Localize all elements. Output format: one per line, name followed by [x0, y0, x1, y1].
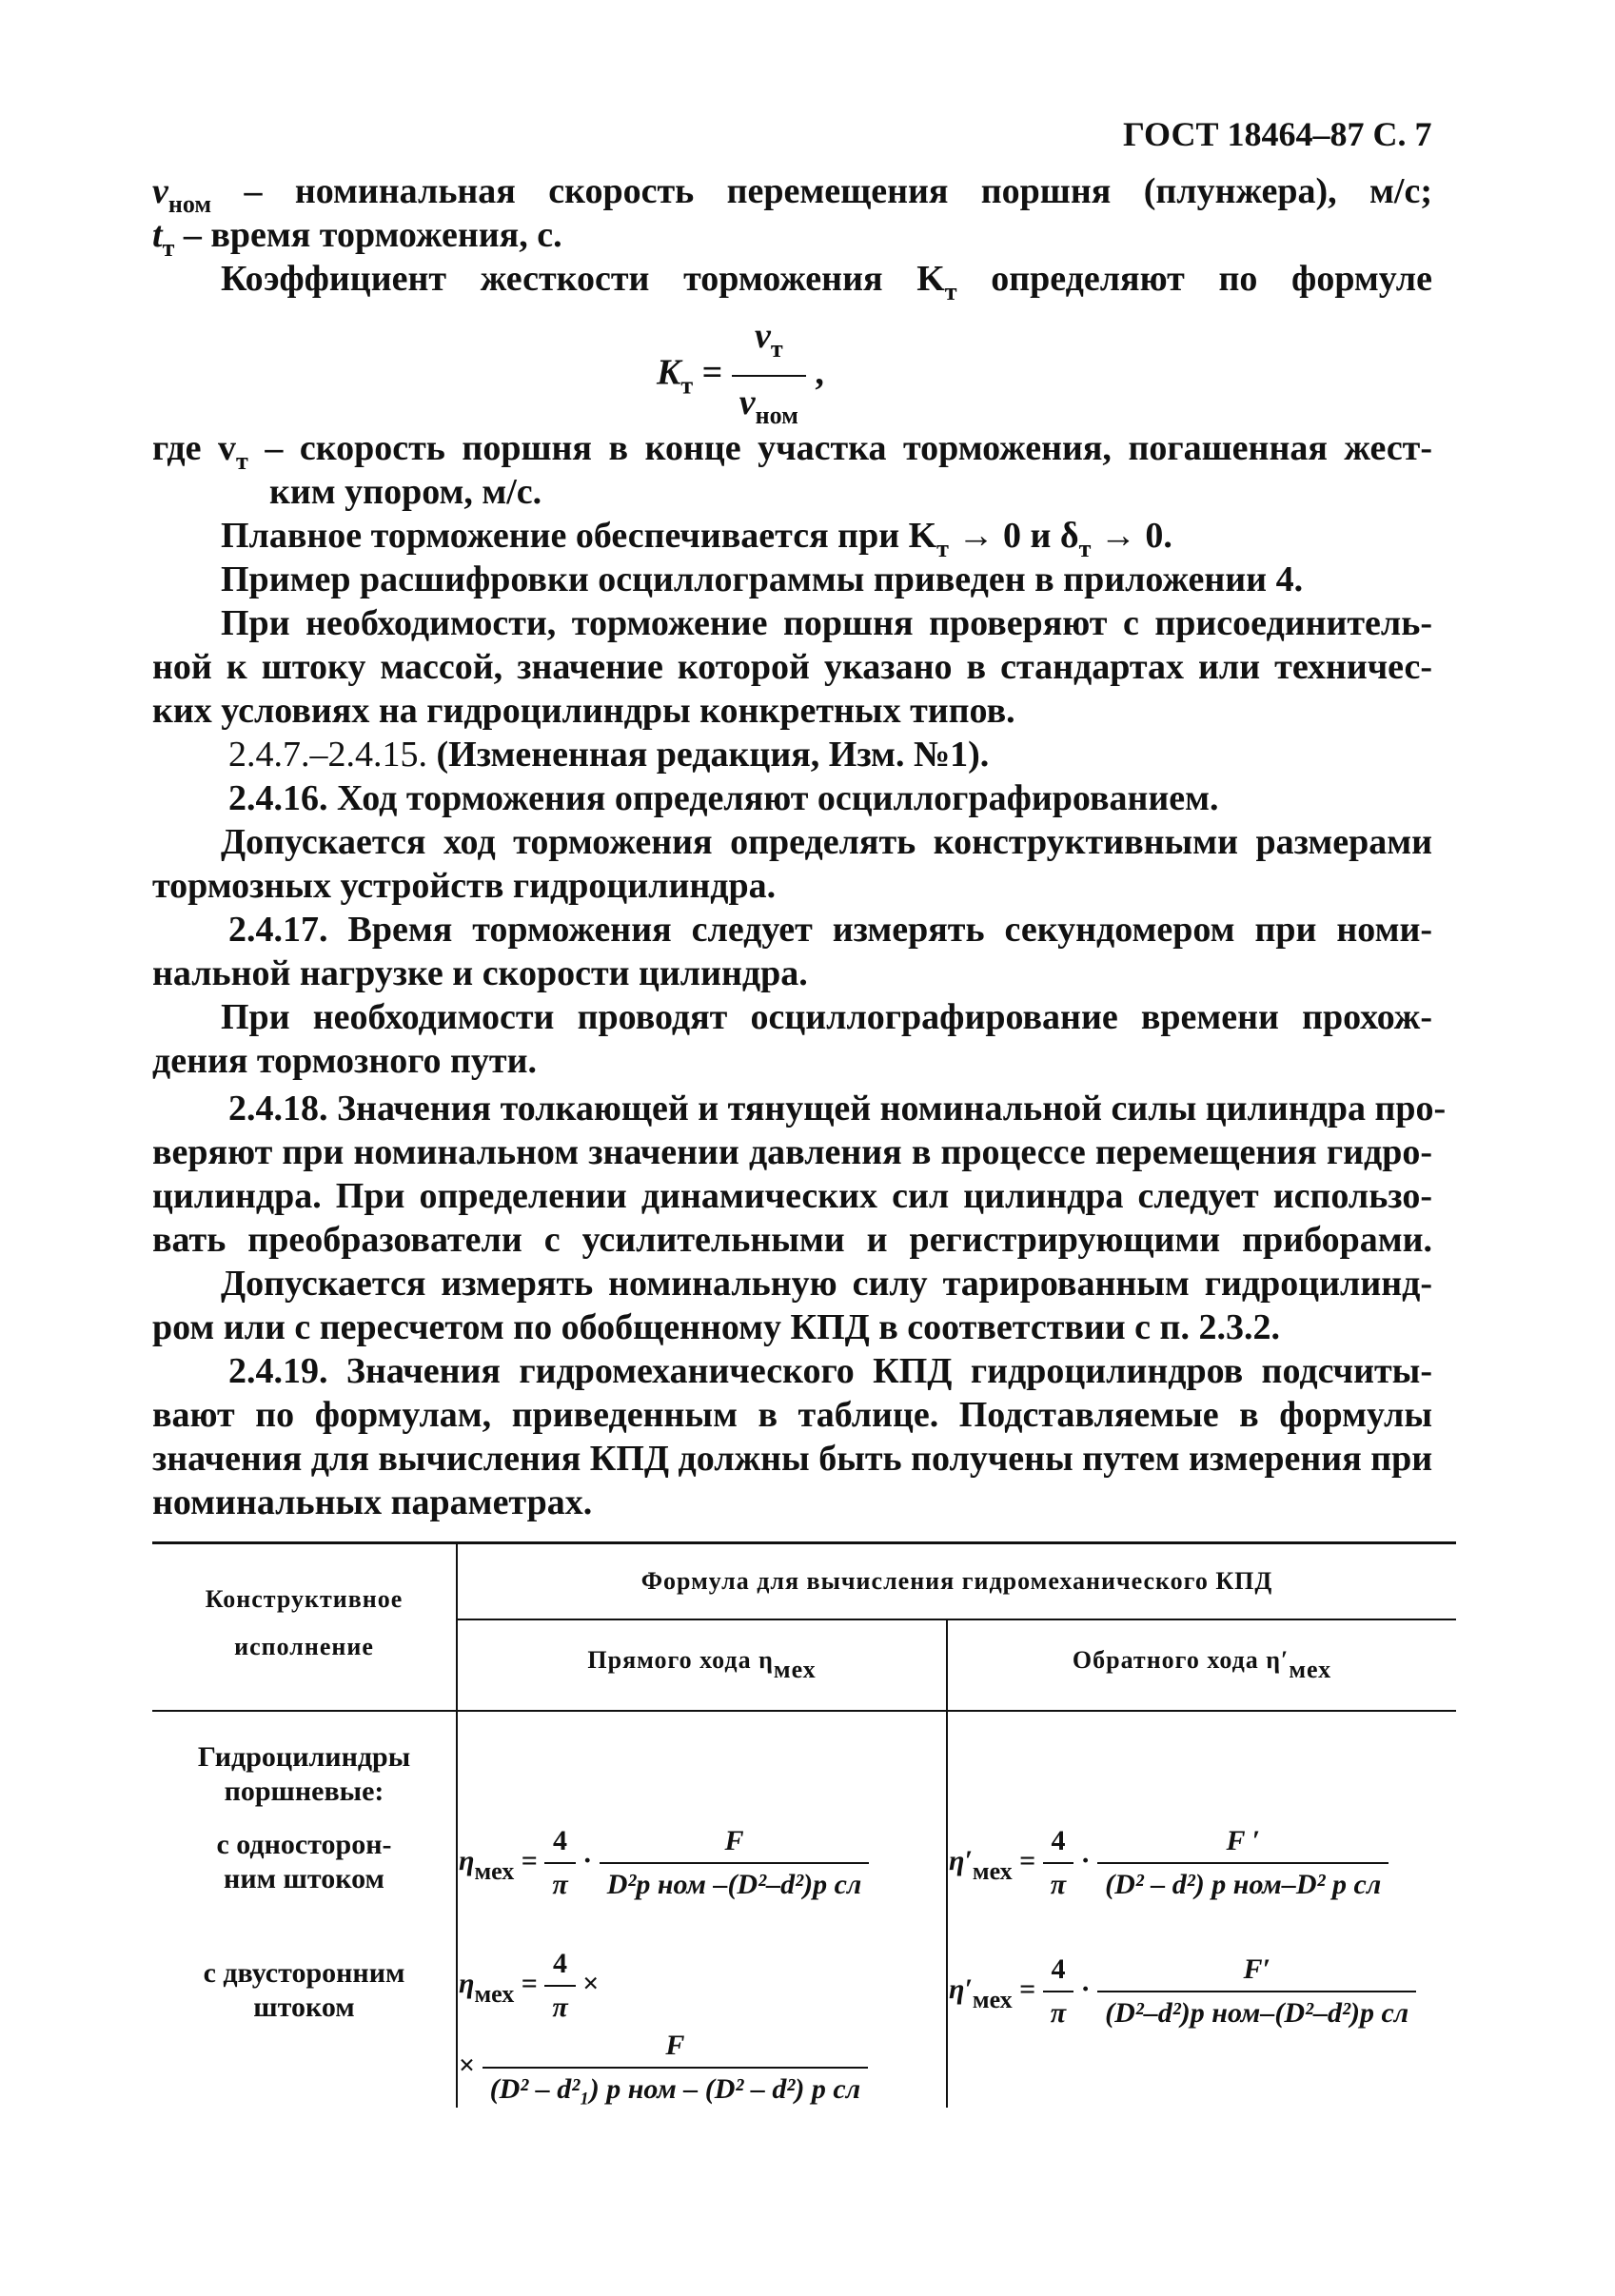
- p1-l2: ной к штоку массой, значение которой указано в стандартах или техничес-: [152, 647, 1432, 687]
- p4-l1: Допускается измерять номинальную силу тарированным гидроцилинд-: [221, 1264, 1432, 1304]
- r1f-eq: =: [521, 1844, 538, 1876]
- smooth-end: → 0.: [1099, 516, 1172, 556]
- s2418-l4: вать преобразователи с усилительными и регистрирующими приборами.: [152, 1220, 1432, 1260]
- row2-label-cell: [152, 1932, 457, 2108]
- r1r-coef-den: π: [1050, 1869, 1067, 1900]
- group-label-1: Гидроцилиндры: [197, 1741, 411, 1773]
- r1r-eq: =: [1019, 1844, 1036, 1876]
- r1f-num: F: [600, 1824, 870, 1864]
- where-a: где v: [152, 428, 236, 468]
- sub-nom: ном: [167, 190, 212, 218]
- amend-range: 2.4.7.–2.4.15.: [228, 735, 427, 775]
- r2r-num: F′: [1097, 1953, 1416, 1992]
- r1f-dot: ·: [582, 1844, 593, 1876]
- r1r-frac: [1097, 1824, 1389, 1902]
- r1r-eta: η′: [949, 1844, 973, 1876]
- th-reverse-text: Обратного хода η′: [1072, 1646, 1290, 1674]
- kpd-table: [152, 1541, 1456, 2108]
- r1f-coef-den: π: [552, 1869, 568, 1900]
- smooth-sub1: т: [936, 535, 949, 562]
- amendment: [228, 733, 989, 776]
- s2419-l2: вают по формулам, приведенным в таблице. Подставляемые в формулы: [152, 1395, 1432, 1435]
- s2418-l3: цилиндра. При определении динамических сил цилиндра следует использо-: [152, 1176, 1432, 1216]
- r2f-coef: [544, 1947, 575, 2025]
- kt-eq: =: [701, 352, 723, 393]
- r1r-sub: мех: [972, 1856, 1013, 1885]
- th-forward-sub: мех: [773, 1656, 817, 1683]
- p3-l2: дения тормозного пути.: [152, 1041, 537, 1081]
- row2-label-2: штоком: [253, 1992, 355, 2023]
- r1f-sub: мех: [474, 1856, 515, 1885]
- kt-num-sub: т: [770, 335, 783, 363]
- s2418-l2: веряют при номинальном значении давления в процессе перемещения гидро-: [152, 1132, 1432, 1172]
- kt-num: v: [755, 316, 771, 356]
- s2418-l1: 2.4.18. Значения толкающей и тянущей номинальной силы цилиндра про-: [228, 1089, 1447, 1128]
- smooth-mid: → 0 и δ: [957, 516, 1079, 556]
- r2r-frac: [1097, 1953, 1416, 2031]
- th-forward-text: Прямого хода η: [587, 1646, 774, 1674]
- example-ref: Пример расшифровки осциллограммы приведен в приложении 4.: [221, 559, 1304, 599]
- p2-l1: Допускается ход торможения определять конструктивными размерами: [221, 822, 1432, 862]
- r2r-dot: ·: [1080, 1972, 1091, 2005]
- r2f-times-b: ×: [459, 2049, 476, 2081]
- p1-l1: При необходимости, торможение поршня проверяют с присоединитель-: [221, 603, 1432, 643]
- sym-v: v: [152, 171, 168, 211]
- r2r-coef: [1043, 1953, 1073, 2031]
- r2r-coef-den: π: [1050, 1997, 1067, 2029]
- row2-reverse: [947, 1932, 1456, 2108]
- r2f-num: F: [483, 2029, 869, 2069]
- row1-reverse: [947, 1711, 1456, 1932]
- s2417-l1: 2.4.17. Время торможения следует измерять секундомером при номи-: [228, 910, 1432, 950]
- s2419-l3: значения для вычисления КПД должны быть получены путем измерения при: [152, 1439, 1433, 1479]
- row1-forward: [457, 1711, 947, 1932]
- th-reverse: [947, 1619, 1456, 1711]
- kt-intro: [221, 257, 1432, 314]
- smooth-sub2: т: [1078, 535, 1092, 562]
- p3-l1: При необходимости проводят осциллографирование времени прохож-: [221, 997, 1432, 1037]
- kt-den: v: [739, 383, 756, 422]
- kt-intro-text: Коэффициент жесткости торможения K: [221, 259, 945, 299]
- row2-forward: [457, 1932, 947, 2108]
- r2r-coef-num: 4: [1043, 1953, 1073, 1992]
- s2417-l2: нальной нагрузке и скорости цилиндра.: [152, 953, 808, 993]
- p2-l2: тормозных устройств гидроцилиндра.: [152, 866, 777, 906]
- s2416: 2.4.16. Ход торможения определяют осциллографированием.: [228, 778, 1219, 818]
- sub-t: т: [162, 234, 175, 262]
- row1-label-2: ним штоком: [224, 1863, 384, 1894]
- r1r-den: (D² – d²) p ном–D² p сл: [1105, 1869, 1382, 1900]
- kt-lhs: K: [657, 352, 681, 393]
- group-label-2: поршневые:: [224, 1776, 384, 1807]
- th-formula: Формула для вычисления гидромеханического КПД: [457, 1543, 1456, 1620]
- r2f-coef-num: 4: [544, 1947, 575, 1987]
- th-design-1: Конструктивное: [152, 1543, 457, 1620]
- amend-note: (Измененная редакция, Изм. №1).: [436, 735, 990, 775]
- kt-formula: [657, 314, 824, 429]
- r2f-den: (D² – d²₁) p ном – (D² – d²) p сл: [489, 2073, 861, 2105]
- sym-t: t: [152, 215, 163, 255]
- kt-den-sub: ном: [755, 402, 798, 429]
- r2r-sub: мех: [972, 1985, 1013, 2013]
- r1f-den: D²p ном –(D²–d²)p сл: [606, 1869, 862, 1900]
- r2f-eq: =: [521, 1967, 538, 1999]
- r1f-eta: η: [459, 1844, 475, 1876]
- kt-comma: ,: [815, 352, 824, 393]
- r1r-num: F ′: [1097, 1824, 1389, 1864]
- smooth-text: Плавное торможение обеспечивается при K: [221, 516, 937, 556]
- r1f-coef-num: 4: [544, 1824, 575, 1864]
- p4-l2: ром или с пересчетом по обобщенному КПД в соответствии с п. 2.3.2.: [152, 1307, 1280, 1347]
- kt-fraction: [732, 314, 806, 438]
- s2419-l1: 2.4.19. Значения гидромеханического КПД гидроцилиндров подсчиты-: [228, 1351, 1432, 1391]
- row2-label-1: с двусторонним: [203, 1957, 405, 1989]
- th-reverse-sub: мех: [1289, 1656, 1332, 1683]
- page-header: ГОСТ 18464–87 С. 7: [1123, 115, 1432, 153]
- r1r-dot: ·: [1080, 1844, 1091, 1876]
- s2419-l4: номинальных параметрах.: [152, 1482, 593, 1522]
- r2f-times-a: ×: [582, 1967, 600, 1999]
- kt-lhs-sub: т: [680, 371, 694, 400]
- r2r-eq: =: [1019, 1972, 1036, 2005]
- where-sub: т: [236, 447, 248, 475]
- p1-l3: ких условиях на гидроцилиндры конкретных типов.: [152, 691, 1015, 731]
- kt-intro-sub: т: [944, 278, 957, 305]
- row1-label-1: с односторон-: [216, 1829, 392, 1860]
- r2r-den: (D²–d²)p ном–(D²–d²)p сл: [1105, 1997, 1409, 2029]
- th-forward: [457, 1619, 947, 1711]
- th-design-2: исполнение: [152, 1619, 457, 1711]
- r2f-sub: мех: [474, 1979, 515, 2008]
- r2f-eta: η: [459, 1967, 475, 1999]
- r1r-coef: [1043, 1824, 1073, 1902]
- def-tt-text: – время торможения, с.: [183, 215, 562, 255]
- r2r-eta: η′: [949, 1972, 973, 2005]
- r2f-frac: [483, 2029, 869, 2107]
- r1f-frac: [600, 1824, 870, 1902]
- r1f-coef: [544, 1824, 575, 1902]
- r1r-coef-num: 4: [1043, 1824, 1073, 1864]
- r2f-coef-den: π: [552, 1992, 568, 2023]
- where-cont: ким упором, м/с.: [269, 472, 542, 512]
- kt-intro-end: определяют по формуле: [991, 259, 1432, 299]
- where-b: – скорость поршня в конце участка торможения, погашенная жест-: [265, 428, 1433, 468]
- def-vnom-text: – номинальная скорость перемещения поршня (плунжера), м/с;: [244, 171, 1433, 211]
- row1-label-cell: [152, 1711, 457, 1932]
